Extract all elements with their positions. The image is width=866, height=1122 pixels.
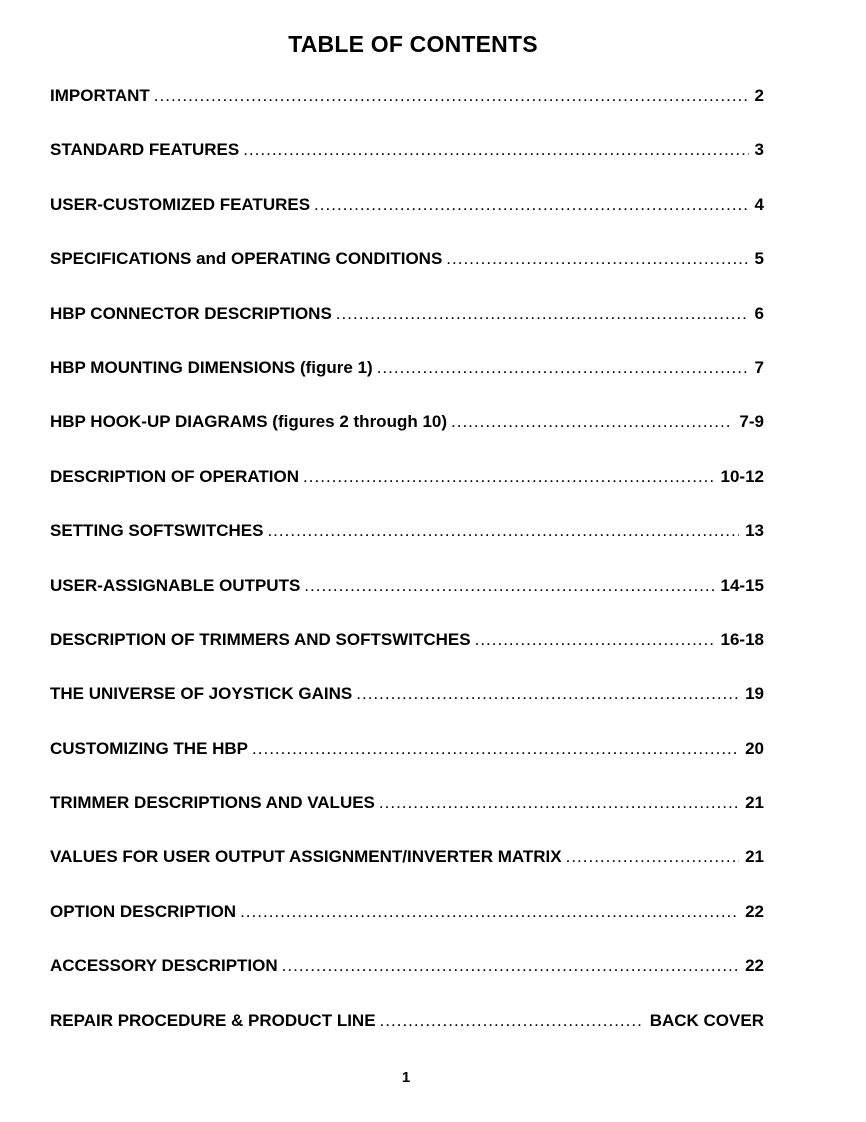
toc-entry-user-customized-features[interactable] <box>50 195 764 249</box>
dot-leader <box>240 902 739 922</box>
toc-entry-inverter-matrix[interactable] <box>50 847 764 901</box>
toc-entry-repair-procedure[interactable] <box>50 1011 764 1065</box>
toc-entry-page: 6 <box>754 303 764 323</box>
toc-entry-title: ACCESSORY DESCRIPTION <box>50 956 278 976</box>
dot-leader <box>252 739 739 759</box>
toc-entry-title: HBP HOOK-UP DIAGRAMS (figures 2 through 10) <box>50 412 448 432</box>
toc-entry-title: DESCRIPTION OF TRIMMERS AND SOFTSWITCHES <box>50 629 471 649</box>
toc-entry-standard-features[interactable] <box>50 140 764 194</box>
toc-entry-title: DESCRIPTION OF OPERATION <box>50 466 300 486</box>
toc-entry-page: 16-18 <box>720 629 764 649</box>
toc-entry-page: 22 <box>745 956 764 976</box>
toc-entry-title: SETTING SOFTSWITCHES <box>50 521 264 541</box>
toc-entry-user-assignable-outputs[interactable] <box>50 576 764 630</box>
toc-entry-title: SPECIFICATIONS and OPERATING CONDITIONS <box>50 249 443 269</box>
toc-entry-title: VALUES FOR USER OUTPUT ASSIGNMENT/INVERTER MATRIX <box>50 847 562 867</box>
toc-entry-title: USER-ASSIGNABLE OUTPUTS <box>50 575 301 595</box>
page-title: TABLE OF CONTENTS <box>288 31 538 57</box>
toc-entry-title: HBP MOUNTING DIMENSIONS (figure 1) <box>50 357 373 377</box>
dot-leader <box>451 412 733 432</box>
toc-entry-page: 4 <box>754 194 764 214</box>
toc-list <box>50 86 764 1065</box>
toc-entry-title: REPAIR PROCEDURE & PRODUCT LINE <box>50 1010 376 1030</box>
toc-entry-accessory-description[interactable] <box>50 956 764 1010</box>
dot-leader <box>446 249 748 269</box>
dot-leader <box>282 956 739 976</box>
toc-entry-hook-up-diagrams[interactable] <box>50 412 764 466</box>
toc-entry-page: 20 <box>745 738 764 758</box>
toc-entry-page: 19 <box>745 684 764 704</box>
toc-entry-page: 3 <box>754 140 764 160</box>
toc-entry-page: 5 <box>754 249 764 269</box>
toc-entry-title: HBP CONNECTOR DESCRIPTIONS <box>50 303 332 323</box>
dot-leader <box>154 86 749 106</box>
toc-entry-title: IMPORTANT <box>50 86 150 105</box>
toc-entry-page: 13 <box>745 521 764 541</box>
toc-entry-page: 14-15 <box>720 575 764 595</box>
dot-leader <box>314 195 748 215</box>
toc-entry-page: 21 <box>745 847 764 867</box>
toc-entry-trimmers-and-softswitches[interactable] <box>50 630 764 684</box>
dot-leader <box>303 467 714 487</box>
toc-entry-page: 7-9 <box>739 412 764 432</box>
dot-leader <box>566 847 739 867</box>
toc-entry-setting-softswitches[interactable] <box>50 521 764 575</box>
dot-leader <box>304 576 714 596</box>
toc-entry-option-description[interactable] <box>50 902 764 956</box>
toc-entry-title: OPTION DESCRIPTION <box>50 901 237 921</box>
dot-leader <box>475 630 715 650</box>
dot-leader <box>336 304 749 324</box>
page-number: 1 <box>401 1069 411 1086</box>
toc-entry-important[interactable] <box>50 86 764 140</box>
dot-leader <box>267 521 739 541</box>
toc-entry-title: THE UNIVERSE OF JOYSTICK GAINS <box>50 684 353 704</box>
dot-leader <box>377 358 749 378</box>
dot-leader <box>379 793 739 813</box>
toc-entry-title: STANDARD FEATURES <box>50 140 240 160</box>
toc-entry-trimmer-descriptions[interactable] <box>50 793 764 847</box>
dot-leader <box>380 1011 644 1031</box>
dot-leader <box>356 684 739 704</box>
toc-entry-connector-descriptions[interactable] <box>50 304 764 358</box>
toc-entry-page: 21 <box>745 793 764 813</box>
toc-entry-customizing-the-hbp[interactable] <box>50 739 764 793</box>
toc-entry-page: 2 <box>754 86 764 105</box>
dot-leader <box>243 140 748 160</box>
toc-entry-joystick-gains[interactable] <box>50 684 764 738</box>
toc-entry-page: BACK COVER <box>649 1010 764 1030</box>
toc-entry-mounting-dimensions[interactable] <box>50 358 764 412</box>
toc-entry-description-of-operation[interactable] <box>50 467 764 521</box>
toc-entry-page: 7 <box>754 357 764 377</box>
toc-entry-title: TRIMMER DESCRIPTIONS AND VALUES <box>50 793 375 813</box>
toc-entry-page: 22 <box>745 901 764 921</box>
toc-entry-title: CUSTOMIZING THE HBP <box>50 738 249 758</box>
toc-entry-specifications[interactable] <box>50 249 764 303</box>
toc-entry-title: USER-CUSTOMIZED FEATURES <box>50 194 311 214</box>
toc-entry-page: 10-12 <box>720 466 764 486</box>
